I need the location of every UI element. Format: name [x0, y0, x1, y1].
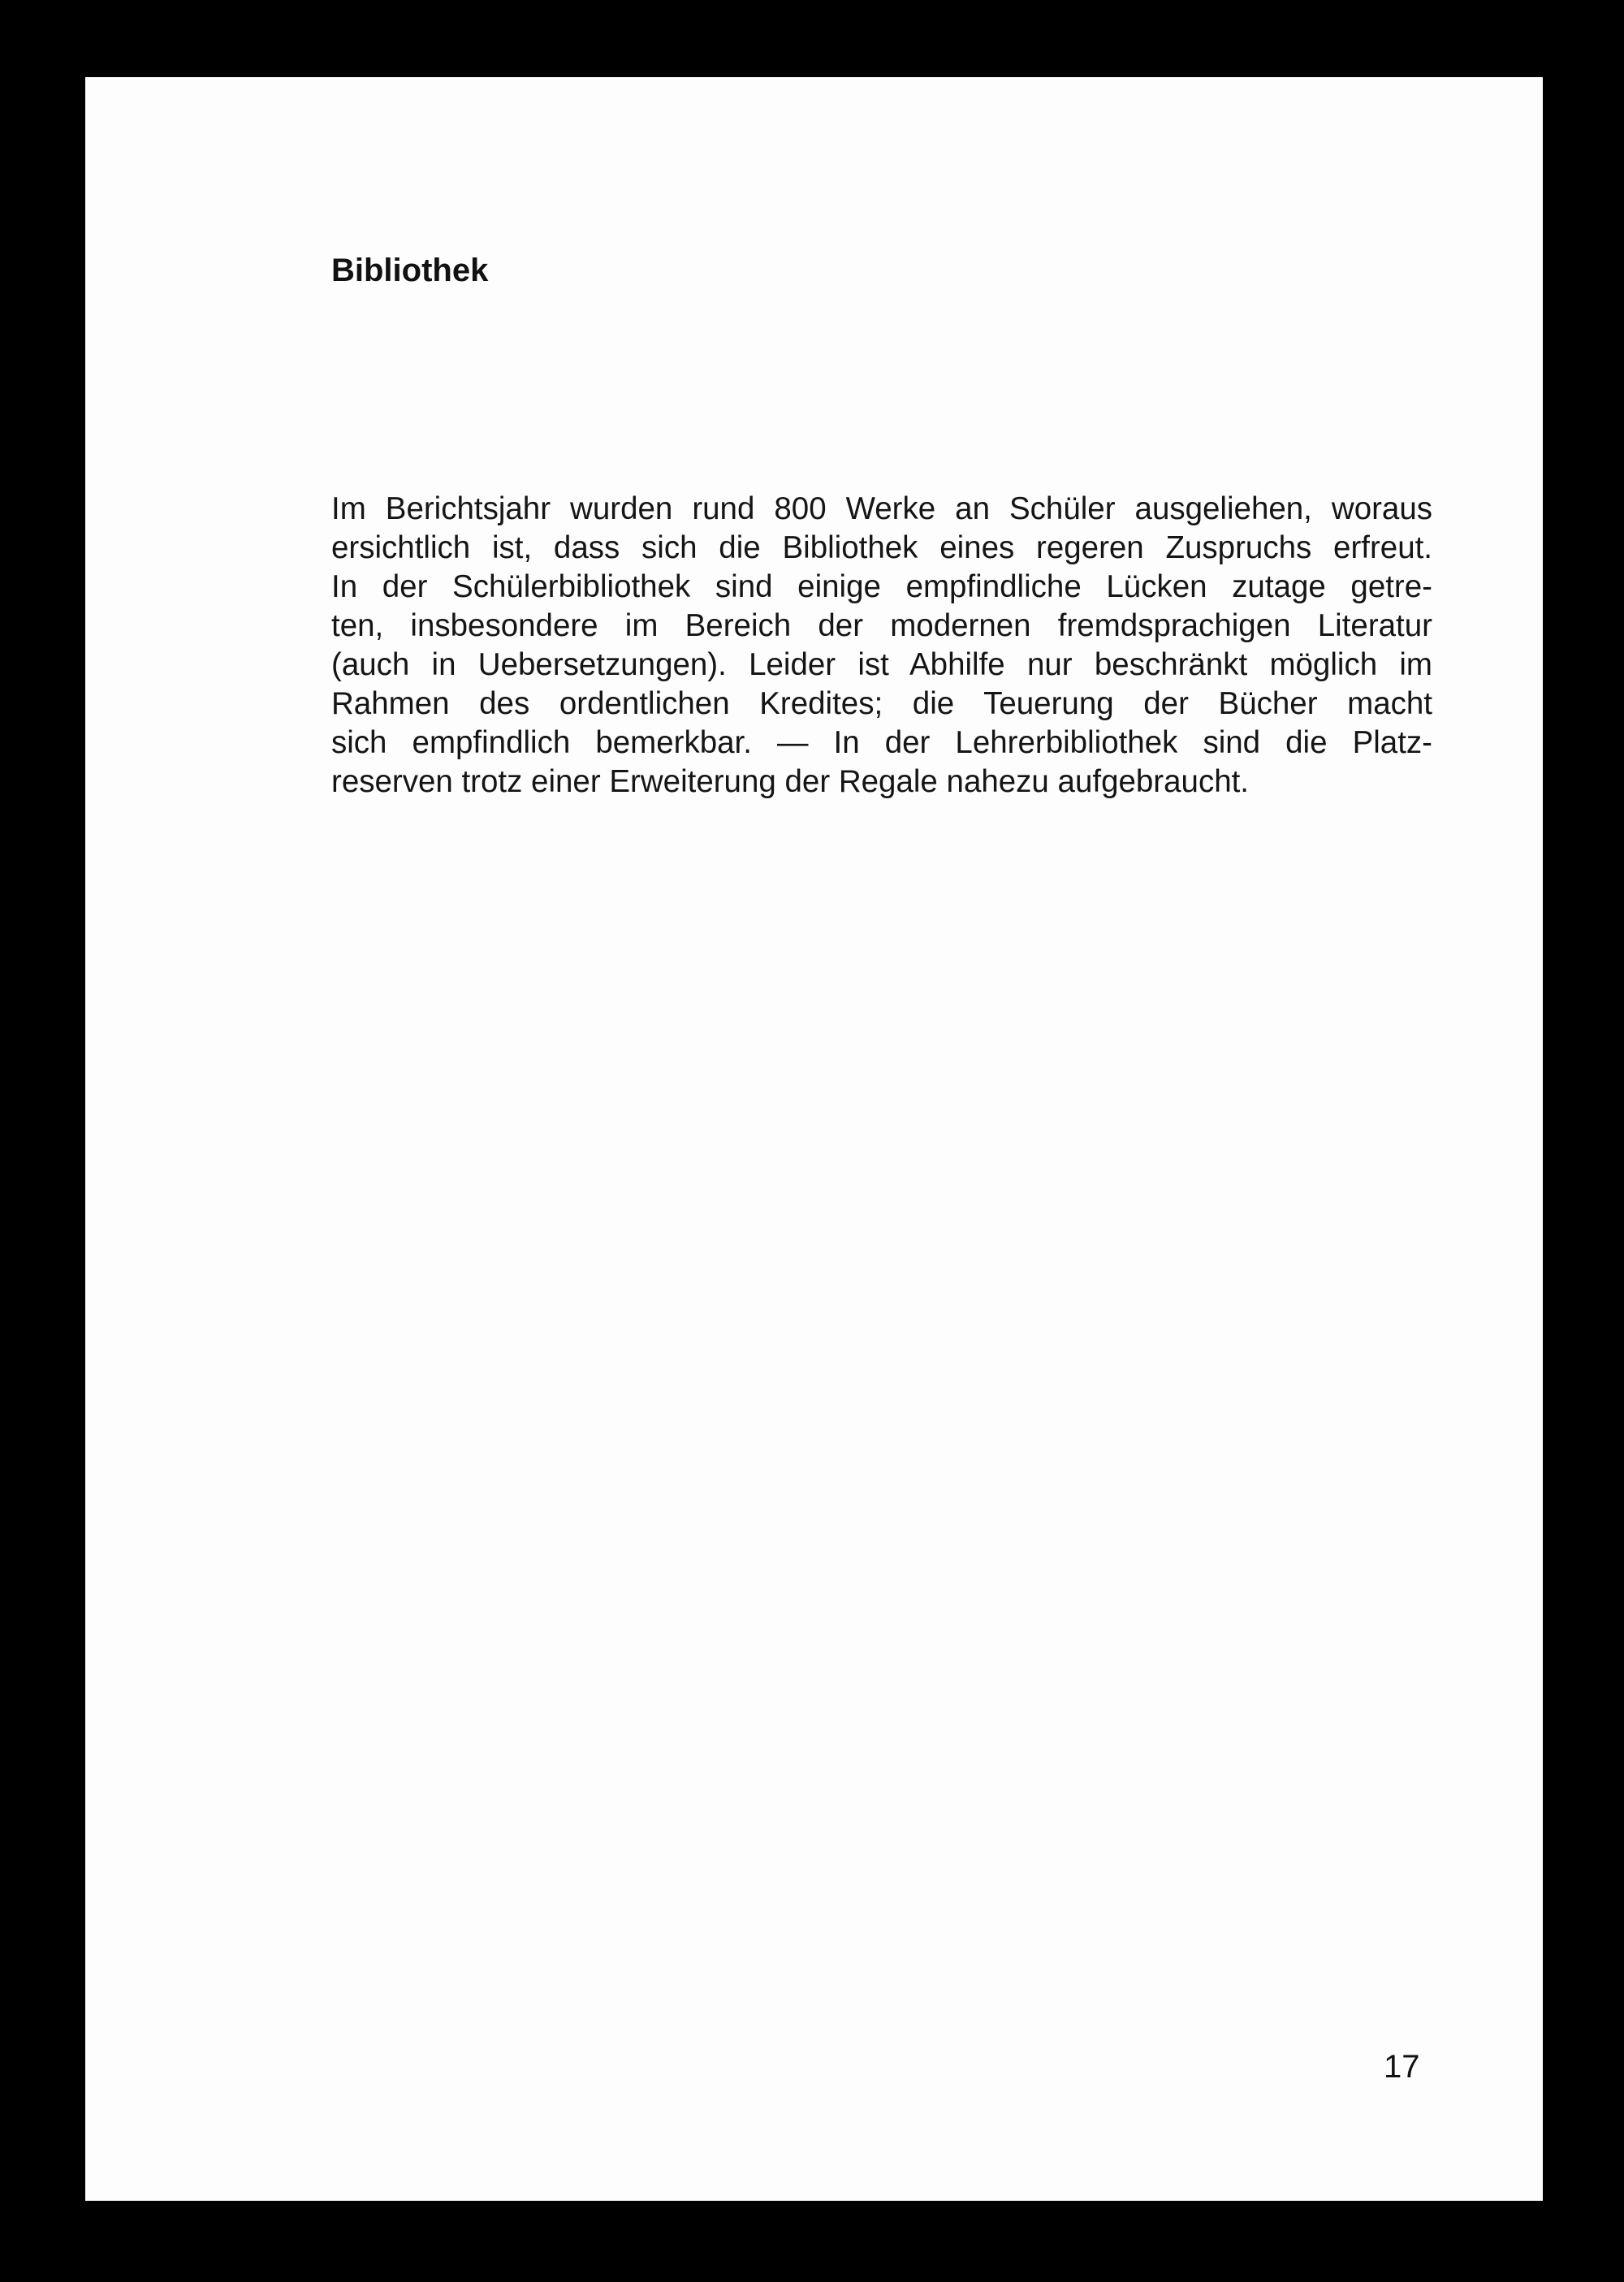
paragraph-line: sich empfindlich bemerkbar. — In der Lehrerbibliothek sind die Platz- [331, 725, 1432, 760]
document-page [85, 77, 1543, 2201]
paragraph-line: Rahmen des ordentlichen Kredites; die Teuerung der Bücher macht [331, 686, 1432, 721]
page-number: 17 [1384, 2049, 1420, 2085]
paragraph-line: In der Schülerbibliothek sind einige empfindliche Lücken zutage getre- [331, 569, 1432, 604]
body-paragraph [331, 490, 1432, 802]
paragraph-line: ersichtlich ist, dass sich die Bibliothek eines regeren Zuspruchs erfreut. [331, 530, 1432, 565]
section-heading: Bibliothek [331, 253, 489, 288]
paragraph-line: Im Berichtsjahr wurden rund 800 Werke an Schüler ausgeliehen, woraus [331, 491, 1432, 526]
paragraph-line: (auch in Uebersetzungen). Leider ist Abhilfe nur beschränkt möglich im [331, 647, 1432, 682]
paragraph-line: ten, insbesondere im Bereich der modernen fremdsprachigen Literatur [331, 608, 1432, 643]
paragraph-line: reserven trotz einer Erweiterung der Regale nahezu aufgebraucht. [331, 764, 1249, 799]
